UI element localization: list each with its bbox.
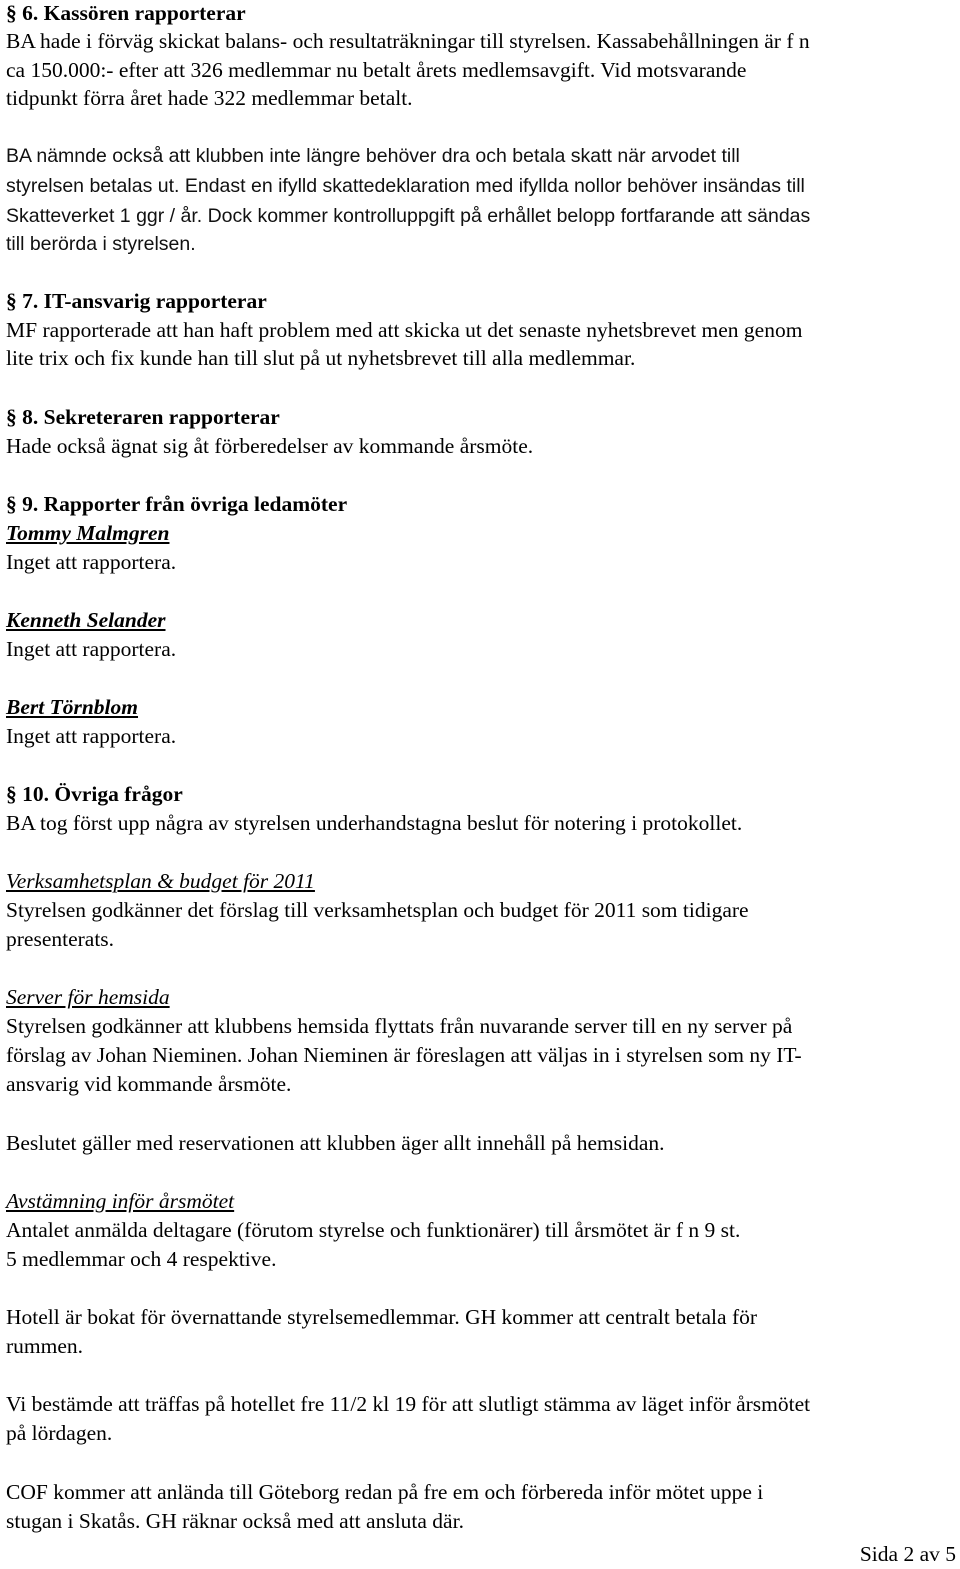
paragraph-line: MF rapporterade att han haft problem med att skicka ut det senaste nyhetsbrevet men genom [6, 318, 803, 342]
section-8-heading: § 8. Sekreteraren rapporterar [6, 405, 280, 429]
member-report: Inget att rapportera. [6, 550, 177, 574]
paragraph-line: stugan i Skatås. GH räknar också med att ansluta där. [6, 1509, 464, 1533]
paragraph-line: tidpunkt förra året hade 322 medlemmar betalt. [6, 86, 413, 110]
section-10-heading: § 10. Övriga frågor [6, 782, 183, 806]
page-number: Sida 2 av 5 [859, 1542, 956, 1566]
paragraph-line: rummen. [6, 1334, 84, 1358]
paragraph-line: BA nämnde också att klubben inte längre behöver dra och betala skatt när arvodet till [6, 145, 740, 167]
paragraph-line: Beslutet gäller med reservationen att klubben äger allt innehåll på hemsidan. [6, 1131, 665, 1155]
member-name: Bert Törnblom [6, 695, 139, 719]
paragraph-line: styrelsen betalas ut. Endast en ifylld skattedeklaration med ifyllda nollor behöver insändas till [6, 175, 805, 197]
paragraph-line: förslag av Johan Nieminen. Johan Nieminen är föreslagen att väljas in i styrelsen som ny IT- [6, 1043, 802, 1067]
paragraph-line: Styrelsen godkänner det förslag till verksamhetsplan och budget för 2011 som tidigare [6, 898, 749, 922]
paragraph-line: på lördagen. [6, 1421, 113, 1445]
paragraph-line: Hotell är bokat för övernattande styrelsemedlemmar. GH kommer att centralt betala för [6, 1305, 758, 1329]
subheading-meeting: Avstämning inför årsmötet [6, 1189, 235, 1213]
paragraph-line: lite trix och fix kunde han till slut på ut nyhetsbrevet till alla medlemmar. [6, 346, 636, 370]
member-name: Tommy Malmgren [6, 521, 170, 545]
subheading-server: Server för hemsida [6, 985, 170, 1009]
member-name: Kenneth Selander [6, 608, 166, 632]
subheading-budget: Verksamhetsplan & budget för 2011 [6, 869, 315, 893]
section-9-heading: § 9. Rapporter från övriga ledamöter [6, 492, 348, 516]
section-6-heading: § 6. Kassören rapporterar [6, 1, 246, 25]
paragraph-line: ca 150.000:- efter att 326 medlemmar nu betalt årets medlemsavgift. Vid motsvarande [6, 58, 747, 82]
member-report: Inget att rapportera. [6, 637, 177, 661]
paragraph-line: Styrelsen godkänner att klubbens hemsida flyttats från nuvarande server till en ny server på [6, 1014, 793, 1038]
paragraph-line: ansvarig vid kommande årsmöte. [6, 1072, 292, 1096]
paragraph-line: BA tog först upp några av styrelsen underhandstagna beslut för notering i protokollet. [6, 811, 743, 835]
paragraph-line: Antalet anmälda deltagare (förutom styrelse och funktionärer) till årsmötet är f n 9 st. [6, 1218, 741, 1242]
paragraph-line: till berörda i styrelsen. [6, 233, 196, 255]
paragraph-line: BA hade i förväg skickat balans- och resultaträkningar till styrelsen. Kassabehållningen är f n [6, 29, 810, 53]
paragraph-line: 5 medlemmar och 4 respektive. [6, 1247, 277, 1271]
paragraph-line: Skatteverket 1 ggr / år. Dock kommer kontrolluppgift på erhållet belopp fortfarande att sändas [6, 205, 811, 227]
paragraph-line: presenterats. [6, 927, 115, 951]
paragraph-line: COF kommer att anlända till Göteborg redan på fre em och förbereda inför mötet uppe i [6, 1480, 764, 1504]
member-report: Inget att rapportera. [6, 724, 177, 748]
paragraph-line: Vi bestämde att träffas på hotellet fre 11/2 kl 19 för att slutligt stämma av läget inför årsmötet [6, 1392, 811, 1416]
paragraph-line: Hade också ägnat sig åt förberedelser av kommande årsmöte. [6, 434, 534, 458]
section-7-heading: § 7. IT-ansvarig rapporterar [6, 289, 267, 313]
